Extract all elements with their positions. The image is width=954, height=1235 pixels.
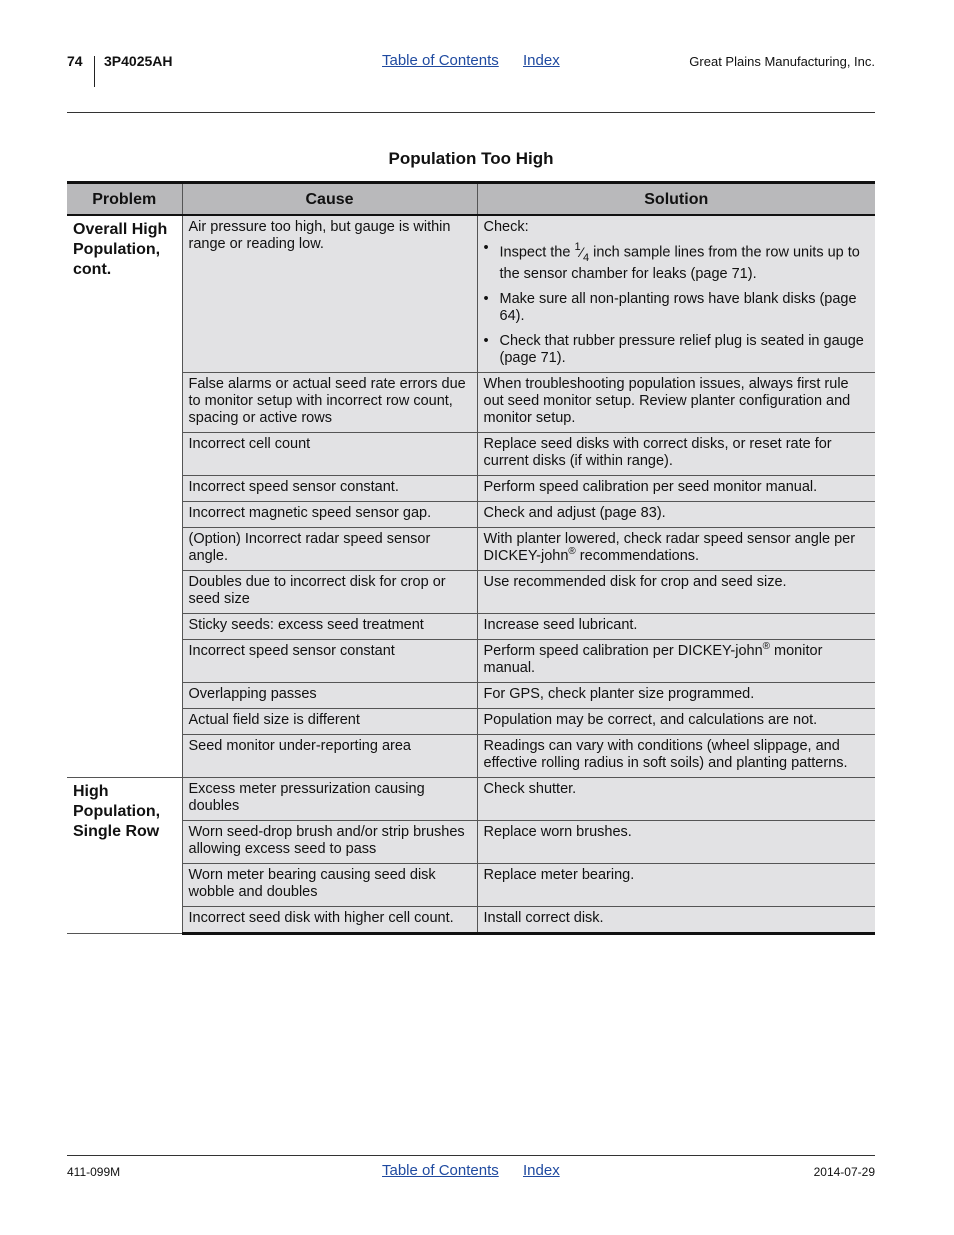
header-divider bbox=[94, 56, 95, 87]
solution-cell: Check shutter. bbox=[477, 778, 875, 821]
publication-date: 2014-07-29 bbox=[813, 1165, 875, 1179]
bullet-text: inch sample lines from the row units up to the sensor chamber for leaks (page 71). bbox=[499, 244, 860, 283]
fraction-slash: ⁄ bbox=[580, 243, 583, 260]
fraction-numerator: 1 bbox=[574, 241, 581, 253]
solution-cell: Readings can vary with conditions (wheel slippage, and effective rolling radius in soft soils) and planting patterns. bbox=[477, 735, 875, 778]
table-row bbox=[67, 640, 875, 683]
column-header-cause: Cause bbox=[182, 183, 477, 216]
table-row bbox=[67, 614, 875, 640]
page-header bbox=[67, 50, 875, 90]
table-row bbox=[67, 571, 875, 614]
solution-cell: Population may be correct, and calculations are not. bbox=[477, 709, 875, 735]
table-row bbox=[67, 476, 875, 502]
section-title bbox=[67, 149, 875, 169]
cause-cell: Worn meter bearing causing seed disk wobble and doubles bbox=[182, 864, 477, 907]
cause-cell: Overlapping passes bbox=[182, 683, 477, 709]
cause-cell: False alarms or actual seed rate errors due to monitor setup with incorrect row count, spacing or active rows bbox=[182, 373, 477, 433]
cause-cell: (Option) Incorrect radar speed sensor angle. bbox=[182, 528, 477, 571]
section-title-text: Population Too High bbox=[388, 149, 554, 168]
bullet-text: Inspect the bbox=[499, 244, 571, 261]
solution-bullet: • Make sure all non-planting rows have blank disks (page 64). bbox=[500, 291, 871, 325]
solution-cell: Replace seed disks with correct disks, or reset rate for current disks (if within range). bbox=[477, 433, 875, 476]
solution-intro: Check: bbox=[483, 219, 529, 235]
solution-bullet bbox=[500, 240, 871, 283]
registered-mark: ® bbox=[568, 546, 576, 558]
table-row bbox=[67, 709, 875, 735]
cause-cell: Doubles due to incorrect disk for crop or seed size bbox=[182, 571, 477, 614]
table-row bbox=[67, 735, 875, 778]
problem-cell: Overall High Population, cont. bbox=[67, 215, 182, 778]
table-row bbox=[67, 528, 875, 571]
problem-cell: High Population, Single Row bbox=[67, 778, 182, 934]
table-row bbox=[67, 821, 875, 864]
table-row bbox=[67, 907, 875, 934]
fraction-denominator: 4 bbox=[582, 252, 590, 265]
solution-cell: Use recommended disk for crop and seed size. bbox=[477, 571, 875, 614]
table-row bbox=[67, 502, 875, 528]
solution-cell bbox=[477, 640, 875, 683]
solution-text: recommendations. bbox=[575, 548, 700, 565]
table-row bbox=[67, 683, 875, 709]
table-row bbox=[67, 373, 875, 433]
company-name: Great Plains Manufacturing, Inc. bbox=[689, 54, 875, 69]
document-code: 3P4025AH bbox=[104, 53, 173, 69]
fraction bbox=[574, 241, 590, 265]
solution-cell: For GPS, check planter size programmed. bbox=[477, 683, 875, 709]
troubleshooting-table bbox=[67, 181, 875, 935]
table-row bbox=[67, 433, 875, 476]
solution-cell: Replace meter bearing. bbox=[477, 864, 875, 907]
footer-index-link[interactable]: Index bbox=[523, 1162, 560, 1179]
cause-cell: Incorrect cell count bbox=[182, 433, 477, 476]
table-row bbox=[67, 215, 875, 373]
toc-link[interactable]: Table of Contents bbox=[382, 52, 499, 69]
solution-text: Perform speed calibration per DICKEY-john bbox=[483, 643, 763, 660]
solution-cell bbox=[477, 215, 875, 373]
solution-text: monitor manual. bbox=[483, 643, 823, 677]
header-rule bbox=[67, 112, 875, 113]
table-row bbox=[67, 778, 875, 821]
solution-cell: Replace worn brushes. bbox=[477, 821, 875, 864]
solution-text: With planter lowered, check radar speed sensor angle per DICKEY-john bbox=[483, 531, 856, 565]
cause-cell: Incorrect seed disk with higher cell count. bbox=[182, 907, 477, 934]
document-number: 411-099M bbox=[67, 1165, 121, 1179]
page-number: 74 bbox=[67, 53, 83, 69]
cause-cell: Sticky seeds: excess seed treatment bbox=[182, 614, 477, 640]
solution-cell: Perform speed calibration per seed monitor manual. bbox=[477, 476, 875, 502]
solution-cell bbox=[477, 528, 875, 571]
solution-cell: When troubleshooting population issues, always first rule out seed monitor setup. Review planter configuration and monitor setup. bbox=[477, 373, 875, 433]
footer-rule bbox=[67, 1155, 875, 1156]
solution-bullet: • Check that rubber pressure relief plug is seated in gauge (page 71). bbox=[500, 333, 871, 367]
cause-cell: Actual field size is different bbox=[182, 709, 477, 735]
solution-bullet-list bbox=[484, 240, 871, 367]
registered-mark: ® bbox=[762, 641, 771, 653]
page-footer bbox=[67, 1160, 875, 1190]
cause-cell: Seed monitor under-reporting area bbox=[182, 735, 477, 778]
table-row bbox=[67, 864, 875, 907]
cause-cell: Worn seed-drop brush and/or strip brushes allowing excess seed to pass bbox=[182, 821, 477, 864]
solution-cell: Install correct disk. bbox=[477, 907, 875, 934]
cause-cell: Incorrect magnetic speed sensor gap. bbox=[182, 502, 477, 528]
table-header-row bbox=[67, 183, 875, 216]
cause-cell: Excess meter pressurization causing doubles bbox=[182, 778, 477, 821]
index-link[interactable]: Index bbox=[523, 52, 560, 69]
solution-cell: Check and adjust (page 83). bbox=[477, 502, 875, 528]
cause-cell: Air pressure too high, but gauge is within range or reading low. bbox=[182, 215, 477, 373]
cause-cell: Incorrect speed sensor constant bbox=[182, 640, 477, 683]
footer-toc-link[interactable]: Table of Contents bbox=[382, 1162, 499, 1179]
cause-cell: Incorrect speed sensor constant. bbox=[182, 476, 477, 502]
column-header-solution: Solution bbox=[477, 183, 875, 216]
solution-cell: Increase seed lubricant. bbox=[477, 614, 875, 640]
column-header-problem: Problem bbox=[67, 183, 182, 216]
